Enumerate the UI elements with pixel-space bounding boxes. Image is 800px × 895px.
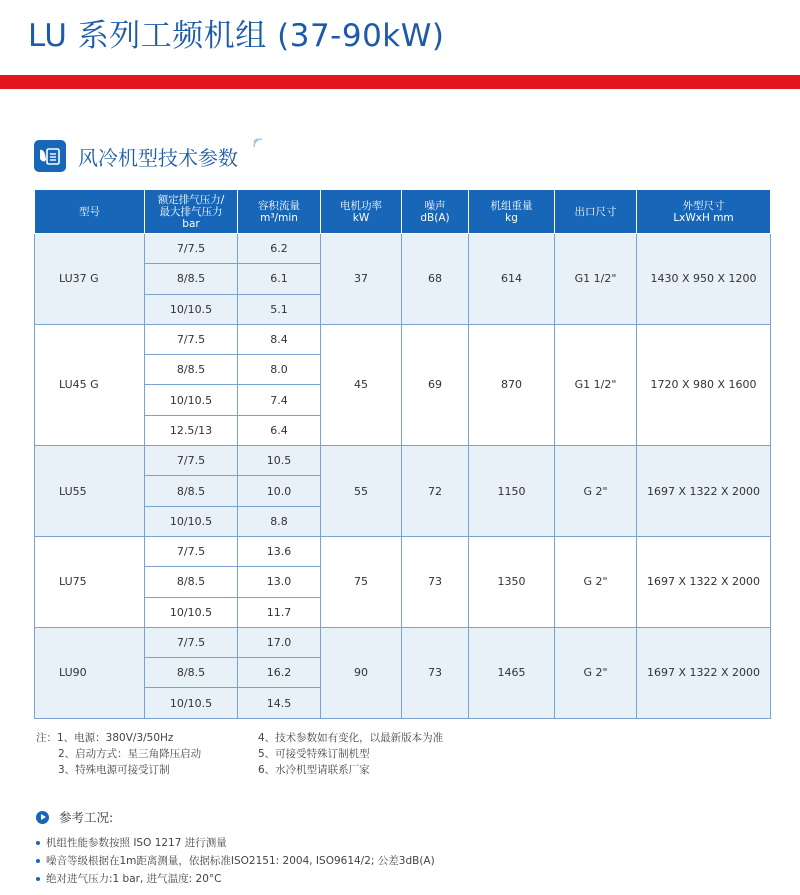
document-hand-icon [34, 140, 66, 172]
dimensions-cell: 1720 X 980 X 1600 [637, 324, 771, 445]
dimensions-cell: 1697 X 1322 X 2000 [637, 627, 771, 718]
flow-cell: 5.1 [238, 294, 321, 324]
weight-cell: 1350 [469, 536, 555, 627]
pressure-cell: 10/10.5 [145, 294, 238, 324]
header-line: 外型尺寸 [682, 199, 725, 212]
weight-cell: 614 [469, 234, 555, 325]
flow-cell: 14.5 [238, 688, 321, 718]
notes-right [258, 730, 558, 778]
noise-cell: 69 [402, 324, 469, 445]
table-row [35, 234, 771, 264]
flow-cell: 11.7 [238, 597, 321, 627]
header-dimensions [637, 190, 771, 234]
note-item: 6、水冷机型请联系厂家 [258, 764, 370, 776]
pressure-cell: 12.5/13 [145, 415, 238, 445]
header-noise [402, 190, 469, 234]
flow-cell: 10.5 [238, 446, 321, 476]
section-title: 风冷机型技术参数 [78, 145, 238, 170]
reference-heading [36, 808, 113, 826]
pressure-cell: 8/8.5 [145, 658, 238, 688]
header-line: bar [182, 217, 200, 230]
pressure-cell: 10/10.5 [145, 385, 238, 415]
section-heading [34, 138, 238, 174]
outlet-cell: G1 1/2" [555, 234, 637, 325]
page-title: LU 系列工频机组 (37-90kW) [28, 18, 445, 54]
header-flow [238, 190, 321, 234]
pressure-cell: 7/7.5 [145, 536, 238, 566]
table-header-row [35, 190, 771, 234]
reference-list [36, 834, 435, 888]
noise-cell: 72 [402, 446, 469, 537]
header-line: dB(A) [420, 211, 450, 224]
pressure-cell: 8/8.5 [145, 264, 238, 294]
header-line: 最大排气压力 [159, 205, 223, 218]
header-line: 型号 [79, 205, 100, 218]
power-cell: 55 [321, 446, 402, 537]
header-line: LxWxH mm [673, 211, 734, 224]
note-item: 注：1、电源：380V/3/50Hz [36, 732, 174, 744]
outlet-cell: G 2" [555, 627, 637, 718]
model-cell: LU45 G [35, 324, 145, 445]
signal-icon [252, 133, 268, 149]
model-cell: LU55 [35, 446, 145, 537]
header-line: kg [505, 211, 518, 224]
pressure-cell: 7/7.5 [145, 324, 238, 354]
table-row [35, 536, 771, 566]
list-item: 噪音等级根据在1m距离测量，依据标准ISO2151: 2004, ISO9614/2; 公差3dB(A) [36, 852, 435, 870]
header-line: 容积流量 [258, 199, 300, 212]
noise-cell: 73 [402, 627, 469, 718]
header-line: 机组重量 [490, 199, 533, 212]
weight-cell: 1465 [469, 627, 555, 718]
header-pressure [145, 190, 238, 234]
dimensions-cell: 1430 X 950 X 1200 [637, 234, 771, 325]
note-item: 4、技术参数如有变化，以最新版本为准 [258, 732, 444, 744]
noise-cell: 73 [402, 536, 469, 627]
pressure-cell: 10/10.5 [145, 597, 238, 627]
power-cell: 75 [321, 536, 402, 627]
note-item: 5、可接受特殊订制机型 [258, 748, 370, 760]
flow-cell: 6.1 [238, 264, 321, 294]
header-line: 出口尺寸 [574, 205, 617, 218]
header-weight [469, 190, 555, 234]
title-divider-bar [0, 75, 800, 89]
pressure-cell: 7/7.5 [145, 627, 238, 657]
notes-left [36, 730, 256, 778]
header-line: m³/min [260, 211, 298, 224]
table-row [35, 627, 771, 657]
pressure-cell: 7/7.5 [145, 446, 238, 476]
play-bullet-icon [36, 811, 49, 824]
model-cell: LU90 [35, 627, 145, 718]
model-cell: LU37 G [35, 234, 145, 325]
flow-cell: 6.4 [238, 415, 321, 445]
outlet-cell: G 2" [555, 446, 637, 537]
pressure-cell: 7/7.5 [145, 234, 238, 264]
noise-cell: 68 [402, 234, 469, 325]
flow-cell: 8.4 [238, 324, 321, 354]
flow-cell: 17.0 [238, 627, 321, 657]
weight-cell: 870 [469, 324, 555, 445]
flow-cell: 6.2 [238, 234, 321, 264]
list-item: 绝对进气压力:1 bar, 进气温度: 20°C [36, 870, 435, 888]
dimensions-cell: 1697 X 1322 X 2000 [637, 536, 771, 627]
outlet-cell: G1 1/2" [555, 324, 637, 445]
note-item: 2、启动方式：星三角降压启动 [58, 748, 202, 760]
table-row [35, 324, 771, 354]
list-item: 机组性能参数按照 ISO 1217 进行测量 [36, 834, 435, 852]
pressure-cell: 10/10.5 [145, 688, 238, 718]
power-cell: 90 [321, 627, 402, 718]
flow-cell: 7.4 [238, 385, 321, 415]
header-outlet [555, 190, 637, 234]
reference-title: 参考工况: [59, 810, 114, 825]
model-cell: LU75 [35, 536, 145, 627]
header-line: 电机功率 [340, 199, 382, 212]
header-power [321, 190, 402, 234]
flow-cell: 8.8 [238, 506, 321, 536]
pressure-cell: 8/8.5 [145, 567, 238, 597]
header-line: 额定排气压力/ [157, 193, 225, 206]
header-line: kW [352, 211, 370, 224]
flow-cell: 8.0 [238, 355, 321, 385]
pressure-cell: 10/10.5 [145, 506, 238, 536]
weight-cell: 1150 [469, 446, 555, 537]
power-cell: 45 [321, 324, 402, 445]
dimensions-cell: 1697 X 1322 X 2000 [637, 446, 771, 537]
header-line: 噪声 [424, 199, 446, 212]
flow-cell: 13.6 [238, 536, 321, 566]
pressure-cell: 8/8.5 [145, 355, 238, 385]
note-item: 3、特殊电源可接受订制 [58, 764, 170, 776]
flow-cell: 10.0 [238, 476, 321, 506]
header-model [35, 190, 145, 234]
power-cell: 37 [321, 234, 402, 325]
flow-cell: 16.2 [238, 658, 321, 688]
spec-table [34, 189, 771, 719]
flow-cell: 13.0 [238, 567, 321, 597]
table-row [35, 446, 771, 476]
outlet-cell: G 2" [555, 536, 637, 627]
pressure-cell: 8/8.5 [145, 476, 238, 506]
